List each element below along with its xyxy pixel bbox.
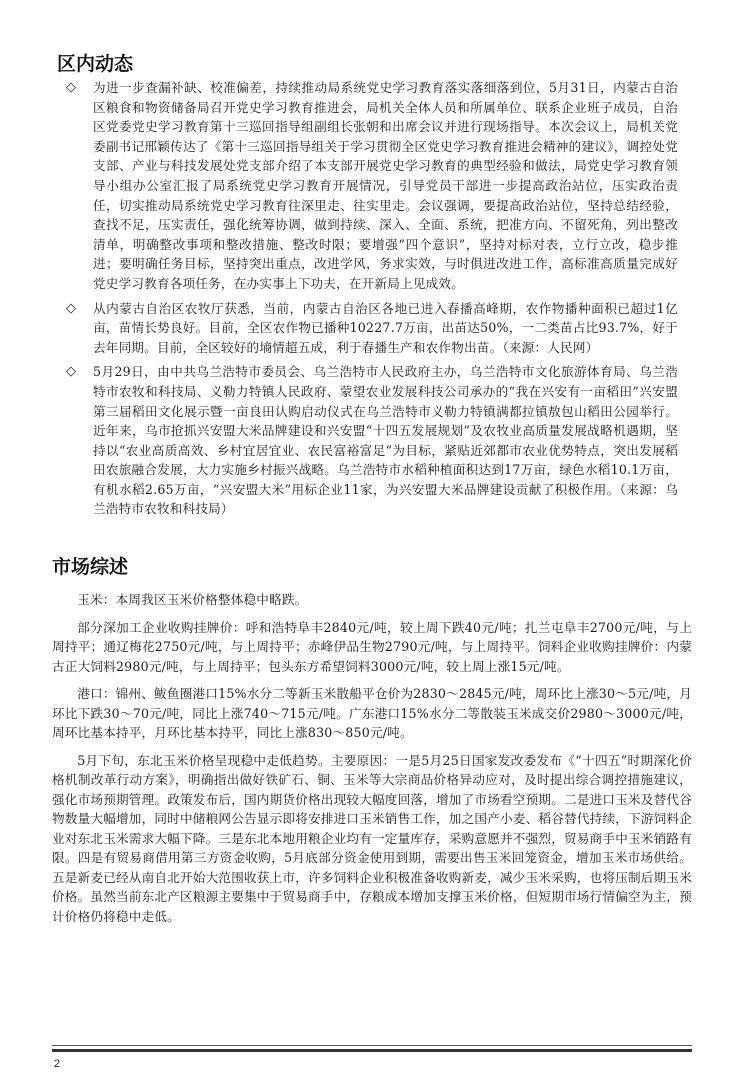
diamond-bullet-icon: ◇ (66, 80, 76, 95)
page-number: 2 (54, 1058, 61, 1070)
news-item (66, 299, 678, 358)
footer-divider-thick (52, 1049, 692, 1052)
section-title-market-overview: 市场综述 (52, 556, 129, 578)
market-paragraph: 部分深加工企业收购挂牌价：呼和浩特阜丰2840元/吨，较上周下跌40元/吨；扎兰屯阜丰2700元/吨，与上周持平；通辽梅花2750元/吨，与上周持平；赤峰伊品生物2790元/吨，与上周持平。饲料企业收购挂牌价：内蒙古正大饲料2980元/吨，与上周持平；包头东方希望饲料3000元/吨，较上周上涨15元/吨。 (52, 619, 692, 674)
diamond-bullet-icon: ◇ (66, 364, 76, 380)
market-paragraph: 港口：锦州、鲅鱼圈港口15%水分二等新玉米散船平仓价为2830～2845元/吨，周环比上涨30～5元/吨，月环比下跌30～70元/吨，同比上涨740～715元/吨。广东港口15%水分二等散装玉米成交价2980～3000元/吨，周环比基本持平，月环比基本持平，同比上涨830～850元/吨。 (52, 686, 692, 740)
news-item-text: 从内蒙古自治区农牧厅获悉，当前，内蒙古自治区各地已进入春播高峰期，农作物播种面积已超过1亿亩，苗情长势良好。目前，全区农作物已播种10227.7万亩，出苗达50%，一二类苗占比93.7%，好于去年同期。目前，全区较好的墒情超五成，利于春播生产和农作物出苗。（来源：人民网） (93, 300, 678, 355)
diamond-bullet-icon: ◇ (66, 300, 76, 316)
footer-divider-thin (52, 1045, 692, 1046)
market-overview-body (52, 590, 692, 934)
news-item (66, 78, 678, 294)
news-item-text: 5月29日，由中共乌兰浩特市委员会、乌兰浩特市人民政府主办，乌兰浩特市文化旅游体育局、乌兰浩特市农牧和科技局、义勒力特镇人民政府、蒙望农业发展科技公司承办的“我在兴安有一亩稻田”兴安盟第三届稻田文化展示暨一亩良田认购启动仪式在乌兰浩特市义勒力特镇满都拉镇敖包山稻田公园举行。 近年来，乌市抢抓兴安盟大米品牌建设和兴安盟“十四五发展规划”及农牧业高质量发展战略机遇期，坚持以“农业高质高效、乡村宜居宜业、农民富裕富足”为目标，紧贴近郊都市农业优势特点，突出发展稻田农旅融合发展，大力实施乡村振兴战略。乌兰浩特市水稻种植面积达到17万亩，绿色水稻10.1万亩，有机水稻2.65万亩，“兴安盟大米”用标企业11家，为兴安盟大米品牌建设贡献了积极作用。（来源：乌兰浩特市农牧和科技局） (93, 364, 678, 517)
market-paragraph: 玉米：本周我区玉米价格整体稳中略跌。 (77, 592, 308, 607)
section-title-region-news: 区内动态 (57, 53, 134, 75)
news-item (66, 362, 678, 519)
market-paragraph: 5月下旬，东北玉米价格呈现稳中走低趋势。主要原因：一是5月25日国家发改委发布《“十四五”时期深化价格机制改革行动方案》，明确指出做好铁矿石、铜、玉米等大宗商品价格异动应对，及时提出综合调控措施建议，强化市场预期管理。政策发布后，国内期货价格出现较大幅度回落，增加了市场看空预期。二是进口玉米及替代谷物数量大幅增加，同时中储粮网公告显示即将安排进口玉米销售工作，加之国产小麦、稻谷替代持续，下游饲料企业对东北玉米需求大幅下降。三是东北本地用粮企业均有一定量库存，采购意愿并不强烈，贸易商手中玉米销路有限。四是有贸易商借用第三方资金收购，5月底部分资金使用到期，需要出售玉米回笼资金，增加玉米市场供给。五是新麦已经从南自北开始大范围收获上市，许多饲料企业积极准备收购新麦，减少玉米采购，也将压制后期玉米价格。虽然当前东北产区粮源主要集中于贸易商手中，存粮成本增加支撑玉米价格，但短期市场行情偏空为主，预计价格仍将稳中走低。 (52, 752, 692, 924)
news-item-text: 为进一步查漏补缺、校准偏差，持续推动局系统党史学习教育落实落细落到位，5月31日，内蒙古自治区粮食和物资储备局召开党史学习教育推进会，局机关全体人员和所属单位、联系企业班子成员，自治区党委党史学习教育第十三巡回指导组副组长张朝和出席会议并进行现场指导。本次会议上，局机关党委副书记邢颖传达了《第十三巡回指导组关于学习贯彻全区党史学习教育推进会精神的建议》，调控处党支部、产业与科技发展处党支部介绍了本支部开展党史学习教育的典型经验和做法，局党史学习教育领导小组办公室汇报了局系统党史学习教育开展情况，引导党员干部进一步提高政治站位，压实政治责任，切实推动局系统党史学习教育往深里走、往实里走。会议强调，要提高政治站位，坚持总结经验，查找不足，压实责任，强化统筹协调，做到持续、深入、全面、系统，把准方向、不留死角，列出整改清单，明确整改事项和整改措施、整改时限；要增强“四个意识”，坚持对标对表，立行立改，稳步推进；要明确任务目标，坚持突出重点，改进学风，务求实效，与时俱进改进工作，高标准高质量完成好党史学习教育各项任务，在办实事上下功夫，在开新局上见成效。 (93, 80, 678, 291)
region-news-list (66, 78, 678, 524)
